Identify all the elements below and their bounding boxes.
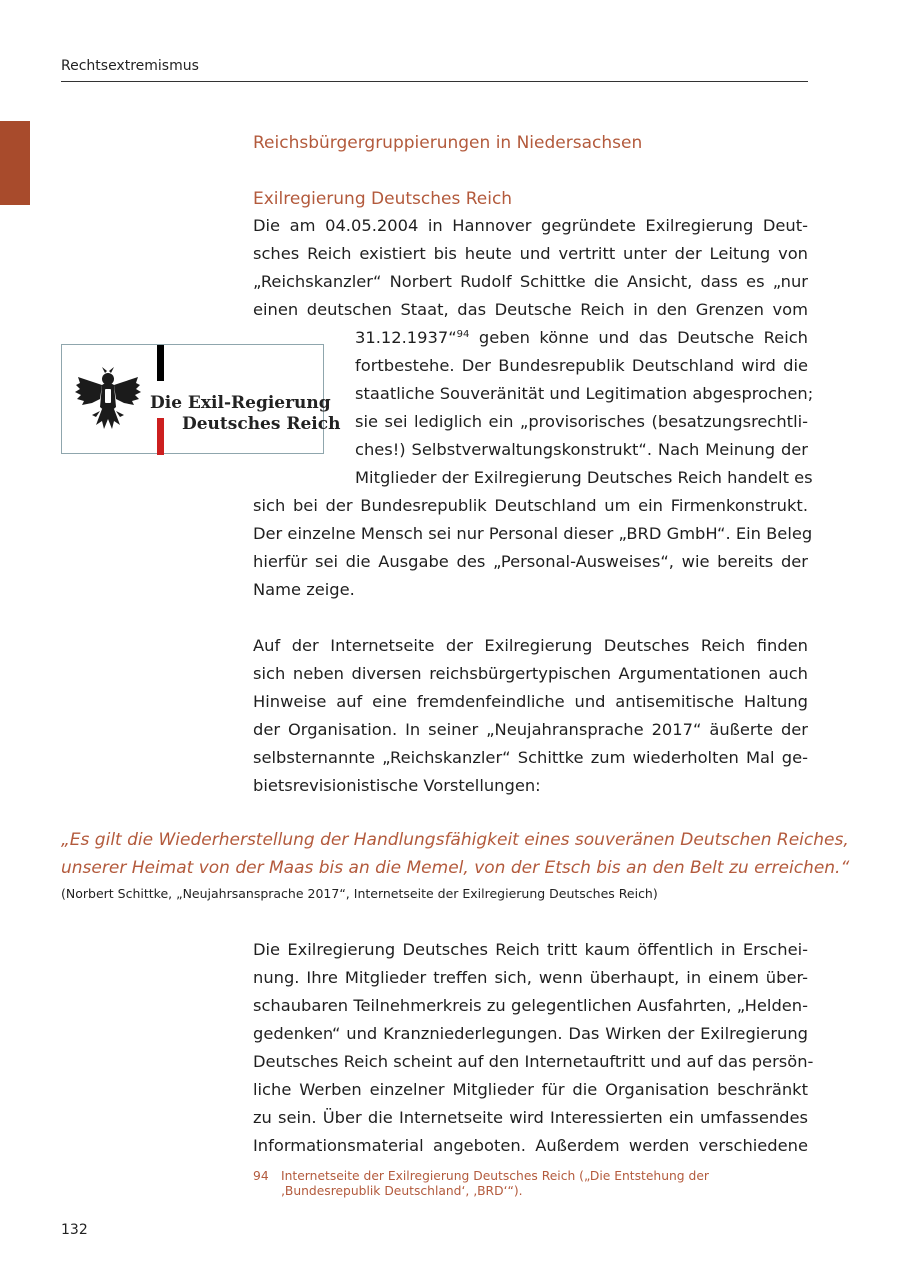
text-line: Hinweise auf eine fremdenfeindliche und antisemitische Haltung bbox=[253, 692, 808, 711]
quote-line: unserer Heimat von der Maas bis an die Memel, von der Etsch bis an den Belt zu erreichen.“ bbox=[61, 858, 850, 878]
running-head: Rechtsextremismus bbox=[61, 58, 199, 74]
flag-bar-red bbox=[157, 418, 164, 455]
text-line: zu sein. Über die Internetseite wird Interessierten ein umfassendes bbox=[253, 1108, 808, 1127]
text-line: sich bei der Bundesrepublik Deutschland um ein Firmenkonstrukt. bbox=[253, 496, 808, 515]
page-number: 132 bbox=[61, 1222, 88, 1238]
logo-text-line-1: Die Exil-Regierung bbox=[150, 393, 331, 413]
text-line: Name zeige. bbox=[253, 580, 355, 599]
text-line: Die am 04.05.2004 in Hannover gegründete Exilregierung Deut- bbox=[253, 216, 808, 235]
text-line: ches!) Selbstverwaltungskonstrukt“. Nach Meinung der bbox=[355, 440, 808, 459]
text-line: liche Werben einzelner Mitglieder für die Organisation beschränkt bbox=[253, 1080, 808, 1099]
flag-bar-black bbox=[157, 345, 164, 381]
text-fragment: 31.12.1937“ bbox=[355, 328, 457, 347]
text-line: gedenken“ und Kranzniederlegungen. Das Wirken der Exilregierung bbox=[253, 1024, 808, 1043]
text-line: Deutsches Reich scheint auf den Internetauftritt und auf das persön- bbox=[253, 1052, 814, 1071]
logo-text-line-2: Deutsches Reich bbox=[182, 414, 341, 434]
text-line: einen deutschen Staat, das Deutsche Reich in den Grenzen vom bbox=[253, 300, 808, 319]
text-fragment: geben könne und das Deutsche Reich bbox=[469, 328, 808, 347]
text-line-with-footnote bbox=[355, 324, 808, 352]
footnote-reference: 94 bbox=[456, 329, 470, 340]
text-line: nung. Ihre Mitglieder treffen sich, wenn überhaupt, in einem über- bbox=[253, 968, 808, 987]
text-line: hierfür sei die Ausgabe des „Personal-Ausweises“, wie bereits der bbox=[253, 552, 808, 571]
footnote-text: Internetseite der Exilregierung Deutsches Reich („Die Entstehung der ‚Bundesrepublik Deutschland‘, ‚BRD‘“). bbox=[281, 1169, 709, 1198]
text-line: schaubaren Teilnehmerkreis zu gelegentlichen Ausfahrten, „Helden- bbox=[253, 996, 808, 1015]
text-line: Der einzelne Mensch sei nur Personal dieser „BRD GmbH“. Ein Beleg bbox=[253, 524, 813, 543]
header-rule bbox=[61, 81, 808, 82]
text-line: selbsternannte „Reichskanzler“ Schittke zum wiederholten Mal ge- bbox=[253, 748, 808, 767]
text-line: Mitglieder der Exilregierung Deutsches Reich handelt es bbox=[355, 468, 813, 487]
exilregierung-logo-image bbox=[61, 344, 341, 454]
chapter-tab bbox=[0, 121, 30, 205]
text-line: sich neben diversen reichsbürgertypischen Argumentationen auch bbox=[253, 664, 808, 683]
text-line: fortbestehe. Der Bundesrepublik Deutschland wird die bbox=[355, 356, 808, 375]
text-line: Die Exilregierung Deutsches Reich tritt kaum öffentlich in Erschei- bbox=[253, 940, 808, 959]
quote-source: (Norbert Schittke, „Neujahrsansprache 2017“, Internetseite der Exilregierung Deutsches Reich) bbox=[61, 886, 658, 901]
footnote-number: 94 bbox=[253, 1169, 269, 1183]
text-line: bietsrevisionistische Vorstellungen: bbox=[253, 776, 541, 795]
text-line: „Reichskanzler“ Norbert Rudolf Schittke die Ansicht, dass es „nur bbox=[253, 272, 808, 291]
text-line: Informationsmaterial angeboten. Außerdem werden verschiedene bbox=[253, 1136, 808, 1155]
text-line: sches Reich existiert bis heute und vertritt unter der Leitung von bbox=[253, 244, 808, 263]
section-title: Reichsbürgergruppierungen in Niedersachsen bbox=[253, 133, 643, 153]
text-line: Auf der Internetseite der Exilregierung Deutsches Reich finden bbox=[253, 636, 808, 655]
text-line: der Organisation. In seiner „Neujahransprache 2017“ äußerte der bbox=[253, 720, 808, 739]
subsection-title: Exilregierung Deutsches Reich bbox=[253, 189, 513, 209]
quote-line: „Es gilt die Wiederherstellung der Handlungsfähigkeit eines souveränen Deutschen Reiches, bbox=[61, 830, 849, 850]
text-line: sie sei lediglich ein „provisorisches (besatzungsrechtli- bbox=[355, 412, 808, 431]
text-line: staatliche Souveränität und Legitimation abgesprochen; bbox=[355, 384, 814, 403]
eagle-icon bbox=[72, 363, 144, 435]
